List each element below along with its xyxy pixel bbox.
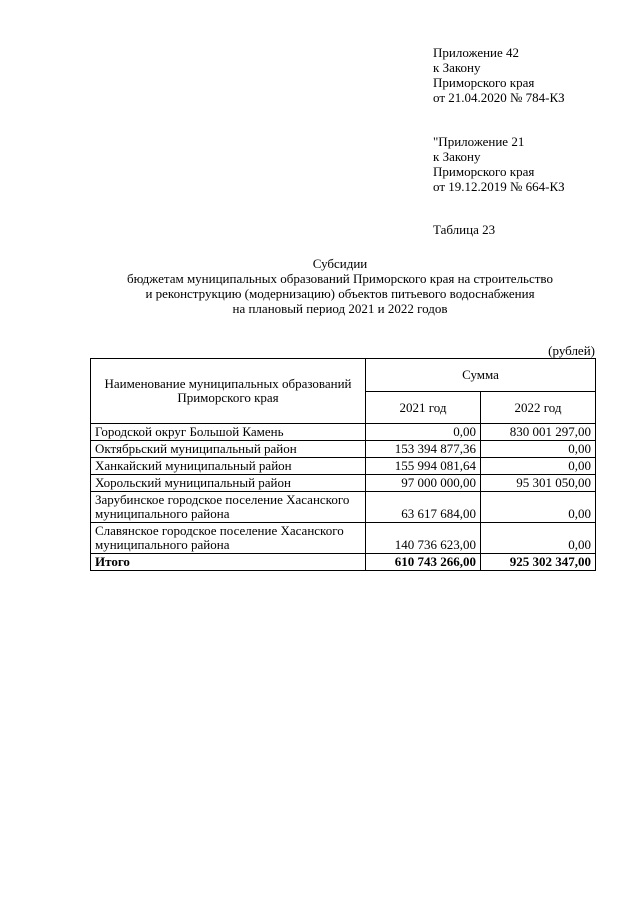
appendix-line: к Закону (433, 149, 481, 164)
unit-label: (рублей) (548, 343, 595, 358)
subsidies-table (90, 358, 596, 571)
table-row (91, 475, 596, 492)
row-name: Ханкайский муниципальный район (91, 458, 366, 475)
total-2021: 610 743 266,00 (366, 554, 481, 571)
row-name: Октябрьский муниципальный район (91, 441, 366, 458)
appendix-line: от 19.12.2019 № 664-КЗ (433, 179, 565, 194)
row-2022: 0,00 (481, 523, 596, 554)
total-label: Итого (91, 554, 366, 571)
table-label: Таблица 23 (433, 222, 496, 237)
row-2022: 0,00 (481, 458, 596, 475)
total-row (91, 554, 596, 571)
appendix-line: к Закону (433, 60, 481, 75)
title-line: на плановый период 2021 и 2022 годов (232, 301, 448, 316)
header-sum: Сумма (366, 359, 596, 392)
row-name: Городской округ Большой Камень (91, 424, 366, 441)
table-row (91, 492, 596, 523)
appendix-line: Приложение 42 (433, 45, 520, 60)
header-year-2022: 2022 год (481, 392, 596, 424)
row-2022: 830 001 297,00 (481, 424, 596, 441)
row-2022: 0,00 (481, 492, 596, 523)
appendix-line: "Приложение 21 (433, 134, 525, 149)
row-2021: 140 736 623,00 (366, 523, 481, 554)
row-2022: 95 301 050,00 (481, 475, 596, 492)
row-2021: 97 000 000,00 (366, 475, 481, 492)
table-row (91, 523, 596, 554)
appendix-line: Приморского края (433, 75, 535, 90)
header-year-2021: 2021 год (366, 392, 481, 424)
row-2021: 63 617 684,00 (366, 492, 481, 523)
table-row (91, 458, 596, 475)
row-2021: 0,00 (366, 424, 481, 441)
row-2022: 0,00 (481, 441, 596, 458)
row-name: Славянское городское поселение Хасанского муниципального района (91, 523, 366, 554)
document-title (60, 256, 620, 316)
row-2021: 153 394 877,36 (366, 441, 481, 458)
title-line: и реконструкцию (модернизацию) объектов питьевого водоснабжения (145, 286, 535, 301)
appendix-line: Приморского края (433, 164, 535, 179)
appendix-original (433, 134, 565, 194)
appendix-current (433, 45, 565, 105)
header-name: Наименование муниципальных образований Приморского края (91, 359, 366, 424)
title-line: Субсидии (312, 256, 368, 271)
table-row (91, 424, 596, 441)
row-name: Зарубинское городское поселение Хасанского муниципального района (91, 492, 366, 523)
total-2022: 925 302 347,00 (481, 554, 596, 571)
row-2021: 155 994 081,64 (366, 458, 481, 475)
appendix-line: от 21.04.2020 № 784-КЗ (433, 90, 565, 105)
row-name: Хорольский муниципальный район (91, 475, 366, 492)
title-line: бюджетам муниципальных образований Приморского края на строительство (127, 271, 553, 286)
table-row (91, 441, 596, 458)
